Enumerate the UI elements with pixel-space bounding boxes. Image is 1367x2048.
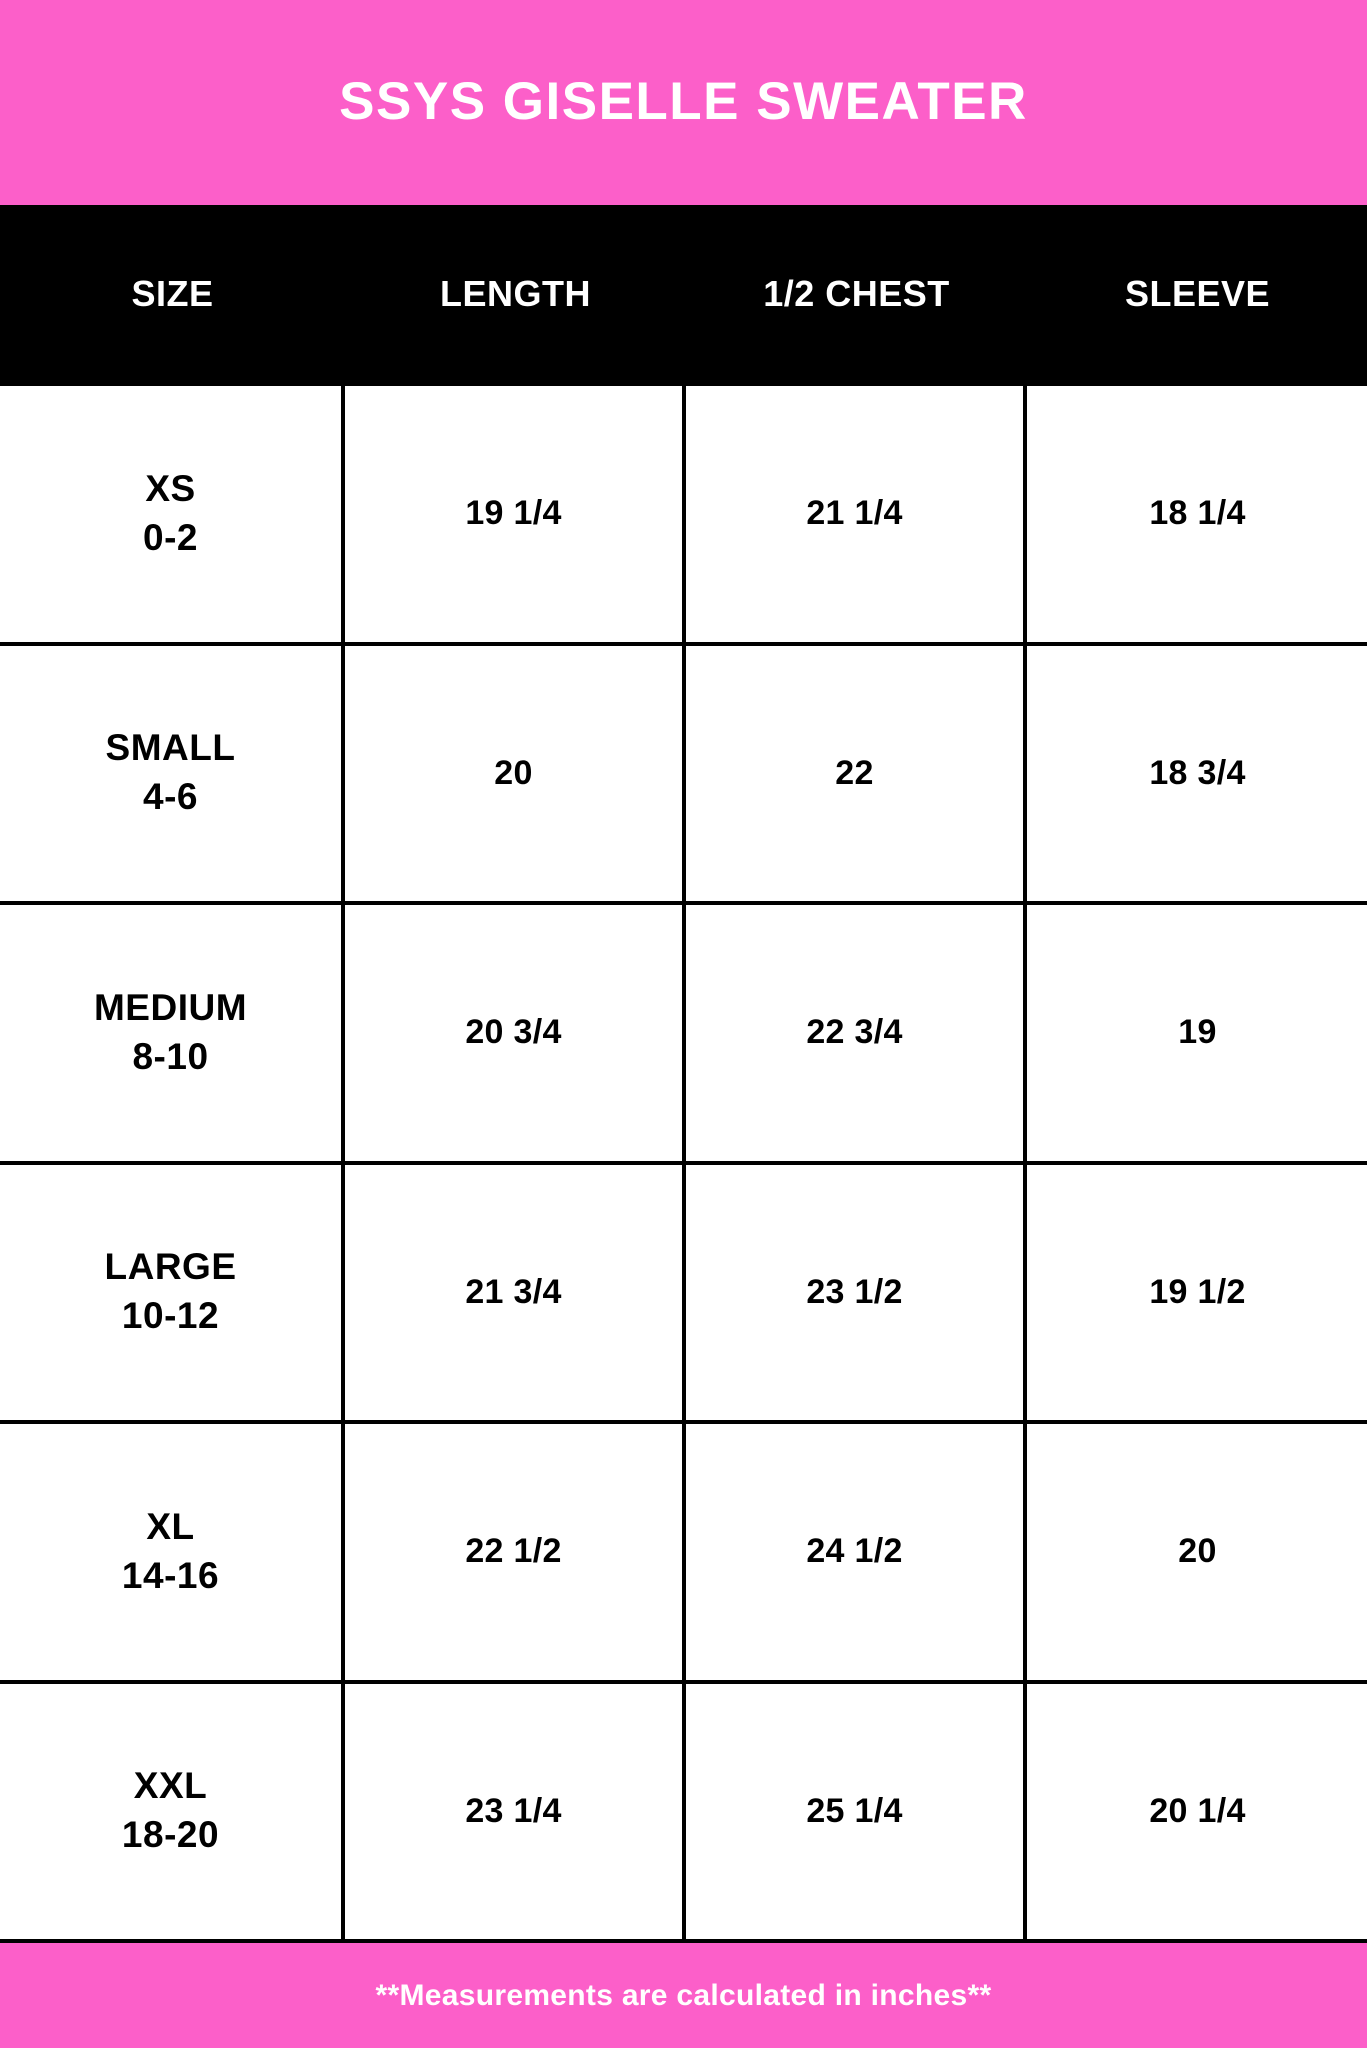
table-row xyxy=(0,386,1367,646)
sleeve-cell: 19 xyxy=(1178,1013,1217,1052)
size-cell xyxy=(0,1424,345,1680)
table-body xyxy=(0,386,1367,1939)
size-name: MEDIUM xyxy=(93,986,248,1028)
length-cell: 23 1/4 xyxy=(345,1684,686,1940)
table-row xyxy=(0,1684,1367,1940)
title-bar xyxy=(0,0,1367,205)
sleeve-cell: 18 3/4 xyxy=(1149,753,1246,792)
length-cell: 21 3/4 xyxy=(345,1165,686,1421)
column-header-length: LENGTH xyxy=(440,272,591,314)
sleeve-cell: 20 1/4 xyxy=(1149,1791,1246,1830)
half-chest-cell: 24 1/2 xyxy=(686,1424,1027,1680)
size-range: 18-20 xyxy=(121,1814,220,1856)
page-title: SSYS GISELLE SWEATER xyxy=(339,72,1028,132)
size-range: 14-16 xyxy=(121,1554,220,1596)
size-name: XL xyxy=(146,1505,195,1547)
size-range: 0-2 xyxy=(143,516,198,558)
half-chest-cell: 22 3/4 xyxy=(686,905,1027,1161)
column-header-half-chest: 1/2 CHEST xyxy=(763,272,950,314)
measurement-note: **Measurements are calculated in inches** xyxy=(375,1978,992,2012)
table-row xyxy=(0,905,1367,1165)
size-cell xyxy=(0,386,345,642)
size-range: 10-12 xyxy=(121,1295,220,1337)
size-name: SMALL xyxy=(105,727,236,769)
size-name: LARGE xyxy=(104,1246,237,1288)
length-cell: 19 1/4 xyxy=(345,386,686,642)
size-cell xyxy=(0,905,345,1161)
size-chart-table xyxy=(0,205,1367,1939)
sleeve-cell: 19 1/2 xyxy=(1149,1272,1246,1311)
size-range: 4-6 xyxy=(143,776,198,818)
footer-bar xyxy=(0,1939,1367,2048)
size-name: XXL xyxy=(133,1765,208,1807)
length-cell: 22 1/2 xyxy=(345,1424,686,1680)
column-header-size: SIZE xyxy=(131,272,214,314)
table-row xyxy=(0,1165,1367,1425)
sleeve-cell: 20 xyxy=(1178,1532,1217,1571)
size-cell xyxy=(0,646,345,902)
half-chest-cell: 23 1/2 xyxy=(686,1165,1027,1421)
size-range: 8-10 xyxy=(132,1035,209,1077)
length-cell: 20 xyxy=(345,646,686,902)
table-row xyxy=(0,646,1367,906)
half-chest-cell: 21 1/4 xyxy=(686,386,1027,642)
table-row xyxy=(0,1424,1367,1684)
table-header-row xyxy=(0,205,1367,382)
column-header-sleeve: SLEEVE xyxy=(1124,272,1271,314)
half-chest-cell: 25 1/4 xyxy=(686,1684,1027,1940)
size-cell xyxy=(0,1684,345,1940)
size-cell xyxy=(0,1165,345,1421)
sleeve-cell: 18 1/4 xyxy=(1149,494,1246,533)
half-chest-cell: 22 xyxy=(686,646,1027,902)
length-cell: 20 3/4 xyxy=(345,905,686,1161)
size-name: XS xyxy=(145,467,196,509)
